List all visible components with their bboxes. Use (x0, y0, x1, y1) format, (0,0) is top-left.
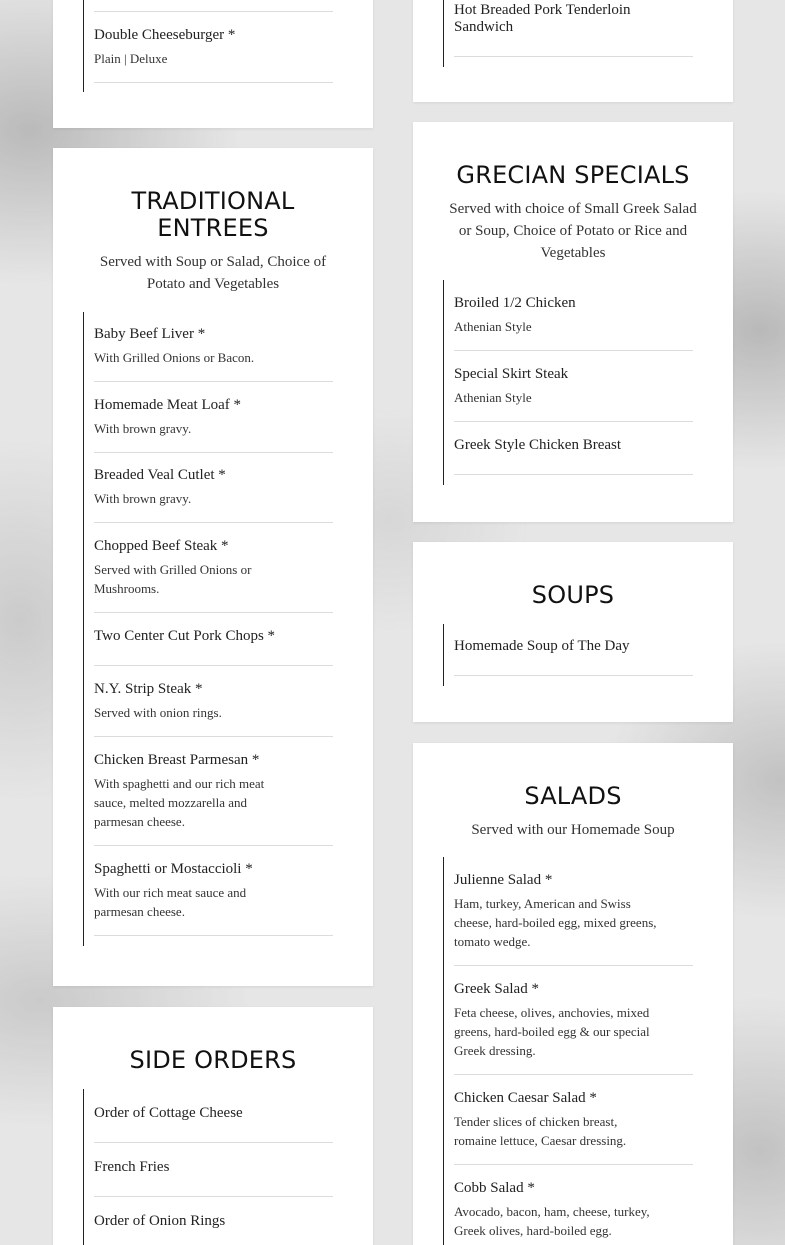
menu-item-description: With brown gravy. (94, 491, 192, 506)
menu-item-description: Avocado, bacon, ham, cheese, turkey, Greek olives, hard-boiled egg. (454, 1204, 650, 1238)
menu-card-soups (413, 542, 733, 722)
section-title: SIDE ORDERS (129, 1046, 297, 1074)
menu-item-description: Athenian Style (454, 319, 532, 334)
menu-card-traditional-entrees (53, 148, 373, 986)
section-title: TRADITIONAL ENTREES (131, 187, 295, 242)
menu-item-description: Ham, turkey, American and Swiss cheese, hard-boiled egg, mixed greens, tomato wedge. (454, 896, 657, 949)
menu-item-name: Cobb Salad * (454, 1180, 535, 1196)
menu-item-description: Tender slices of chicken breast, romaine lettuce, Caesar dressing. (454, 1114, 627, 1148)
menu-card-grecian-specials (413, 122, 733, 522)
menu-item-name: Order of Onion Rings (94, 1213, 226, 1229)
menu-card-sandwiches (413, 0, 733, 102)
list-spacer (444, 475, 693, 485)
section-title: SALADS (524, 782, 622, 810)
menu-card-burgers (53, 0, 373, 128)
menu-item (94, 666, 333, 737)
menu-item-description: Feta cheese, olives, anchovies, mixed greens, hard-boiled egg & our special Greek dressing. (454, 1005, 650, 1058)
menu-item (94, 382, 333, 453)
menu-item-list (443, 624, 693, 686)
menu-item (94, 12, 333, 83)
menu-item-name: Double Cheeseburger * (94, 27, 236, 43)
menu-item (454, 422, 693, 475)
menu-item (94, 1089, 333, 1143)
menu-item-name: Baby Beef Liver * (94, 326, 206, 342)
menu-item-name: Greek Salad * (454, 981, 539, 997)
menu-item (94, 523, 333, 613)
section-subtitle: Served with choice of Small Greek Salad or Soup, Choice of Potato or Rice and Vegetables (449, 201, 697, 261)
menu-item-list (443, 857, 693, 1245)
menu-item-list (443, 280, 693, 485)
menu-item (454, 0, 693, 57)
menu-item-list (83, 0, 333, 92)
menu-item-description: With spaghetti and our rich meat sauce, melted mozzarella and parmesan cheese. (94, 776, 265, 829)
menu-item-name: Spaghetti or Mostaccioli * (94, 861, 253, 877)
menu-item (94, 737, 333, 846)
section-title: SOUPS (531, 581, 615, 609)
menu-item-list (443, 0, 693, 67)
menu-item-name: Two Center Cut Pork Chops * (94, 628, 276, 644)
menu-item (94, 846, 333, 936)
menu-card-salads (413, 743, 733, 1245)
menu-item-name: Chicken Breast Parmesan * (94, 752, 260, 768)
section-subtitle: Served with Soup or Salad, Choice of Potato and Vegetables (99, 254, 327, 292)
list-spacer (444, 676, 693, 686)
menu-item-list (83, 312, 333, 946)
menu-item-description: Served with Grilled Onions or Mushrooms. (94, 562, 252, 596)
menu-card-side-orders (53, 1007, 373, 1245)
menu-item-name: Julienne Salad * (454, 872, 553, 888)
menu-item-name: Breaded Veal Cutlet * (94, 467, 226, 483)
menu-item (94, 1197, 333, 1245)
menu-item-description: With brown gravy. (94, 421, 192, 436)
menu-item-name: Chicken Caesar Salad * (454, 1090, 597, 1106)
menu-item (454, 1075, 693, 1165)
menu-item (454, 1165, 693, 1245)
section-subtitle: Served with our Homemade Soup (471, 822, 675, 838)
list-spacer (84, 936, 333, 946)
menu-item (94, 453, 333, 523)
section-title: GRECIAN SPECIALS (456, 161, 690, 189)
menu-item-description: Athenian Style (454, 390, 532, 405)
menu-item-name: Homemade Meat Loaf * (94, 397, 242, 413)
menu-item (94, 1143, 333, 1197)
menu-item-description: Served with onion rings. (94, 705, 222, 720)
menu-item (94, 0, 333, 12)
menu-item (454, 857, 693, 966)
menu-item-name: Hot Breaded Pork Tenderloin Sandwich (454, 2, 631, 35)
menu-item-description: With our rich meat sauce and parmesan cheese. (94, 885, 247, 919)
menu-item-name: Special Skirt Steak (454, 366, 569, 382)
menu-item-description: Plain | Deluxe (94, 51, 168, 66)
menu-item (94, 613, 333, 666)
menu-item-name: Chopped Beef Steak * (94, 538, 229, 554)
menu-item-name: Order of Cottage Cheese (94, 1105, 243, 1121)
menu-item (454, 624, 693, 676)
menu-item (454, 351, 693, 422)
menu-item (454, 966, 693, 1075)
menu-item (94, 312, 333, 382)
menu-item (454, 280, 693, 351)
menu-item-name: French Fries (94, 1159, 170, 1175)
menu-item-description: With Grilled Onions or Bacon. (94, 350, 255, 365)
menu-item-name: N.Y. Strip Steak * (94, 681, 203, 697)
menu-item-name: Greek Style Chicken Breast (454, 437, 622, 453)
menu-item-name: Homemade Soup of The Day (454, 638, 630, 654)
menu-item-list (83, 1089, 333, 1245)
menu-item-name: Broiled 1/2 Chicken (454, 295, 576, 311)
